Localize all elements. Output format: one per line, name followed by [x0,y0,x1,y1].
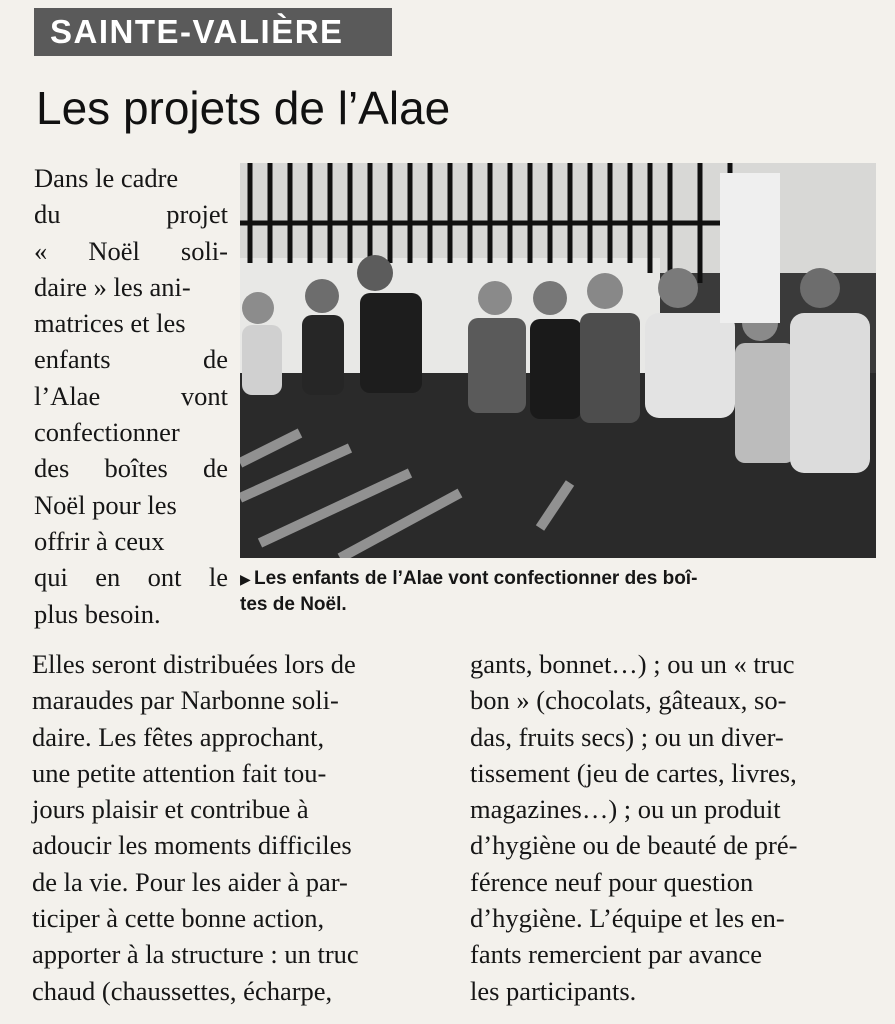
text-line: d’hygiène ou de beauté de pré- [470,830,798,861]
text-line: Dans le cadre [34,163,179,193]
text-line: confectionner [34,417,180,448]
text-line: daire » les ani- [34,271,191,302]
text-line: plus besoin. [34,598,161,629]
text-line: tissement (jeu de cartes, livres, [470,757,797,788]
photo-caption [240,566,880,617]
text-line: enfants de [34,344,228,375]
section-tag: SAINTE-VALIÈRE [34,8,392,56]
text-line: das, fruits secs) ; ou un diver- [470,721,784,752]
text-line: bon » (chocolats, gâteaux, so- [470,685,787,716]
text-line: de la vie. Pour les aider à par- [32,866,348,897]
text-line: magazines…) ; ou un produit [470,794,781,825]
text-line: jours plaisir et contribue à [32,794,309,825]
text-line: adoucir les moments difficiles [32,830,352,861]
text-line: offrir à ceux [34,525,165,556]
text-line: des boîtes de [34,453,228,484]
text-line: du projet [34,199,228,230]
headline: Les projets de l’Alae [36,82,451,134]
text-line: maraudes par Narbonne soli- [32,685,339,716]
text-line: matrices et les [34,308,186,339]
caption-line: tes de Noël. [240,594,347,615]
body-column-right [470,646,874,1009]
body-column-left [32,646,436,1009]
text-line: ticiper à cette bonne action, [32,903,325,934]
lead-paragraph [34,160,228,632]
text-line: daire. Les fêtes approchant, [32,721,325,752]
text-line: les participants. [470,975,637,1006]
text-line: fants remercient par avance [470,939,763,970]
children-photo [240,163,876,558]
caption-line: Les enfants de l’Alae vont confectionner des boî- [254,568,698,589]
text-line: Elles seront distribuées lors de [32,649,356,679]
text-line: qui en ont le [34,562,228,593]
text-line: gants, bonnet…) ; ou un « truc [470,649,795,679]
text-line: d’hygiène. L’équipe et les en- [470,903,785,934]
text-line: Noël pour les [34,489,177,520]
text-line: l’Alae vont [34,380,228,411]
caption-bullet-icon: ▶ [240,571,251,587]
text-line: férence neuf pour question [470,866,754,897]
text-line: une petite attention fait tou- [32,757,327,788]
text-line: apporter à la structure : un truc [32,939,359,970]
text-line: chaud (chaussettes, écharpe, [32,975,333,1006]
text-line: « Noël soli- [34,235,228,266]
